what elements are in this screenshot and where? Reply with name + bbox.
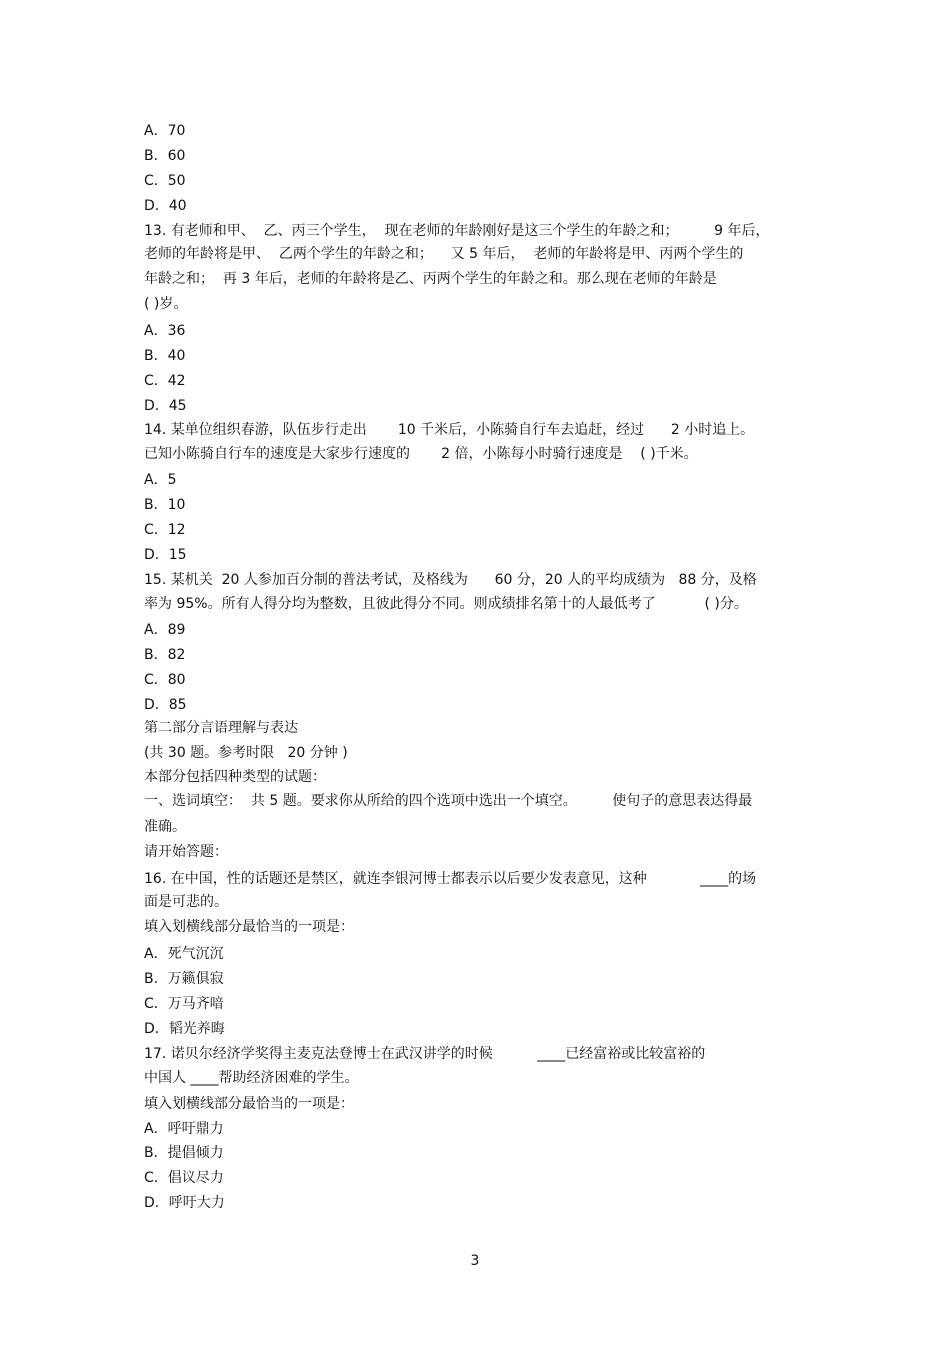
text-line: B．10 [144,497,186,513]
text-line: 14. 某单位组织春游，队伍步行走出 10 千米后，小陈骑自行车去追赶，经过 2 小时追上。 [144,422,755,438]
text-line: 准确。 [144,819,186,835]
text-line: C．倡议尽力 [144,1170,224,1186]
text-line: C．万马齐喑 [144,996,224,1012]
text-line: A．呼吁鼎力 [144,1121,224,1137]
text-line: D．呼吁大力 [144,1195,225,1211]
text-line: ( )岁。 [144,296,188,312]
text-line: 请开始答题： [144,844,228,860]
text-line: B．万籁俱寂 [144,971,224,987]
text-line: A．5 [144,472,177,488]
text-line: D．韬光养晦 [144,1021,225,1037]
text-line: C．80 [144,672,186,688]
text-line: A．89 [144,622,186,638]
text-line: 中国人 ____帮助经济困难的学生。 [144,1070,359,1086]
text-line: C．50 [144,173,186,189]
text-line: D．40 [144,198,187,214]
text-line: B．60 [144,148,186,164]
text-line: 率为 95%。所有人得分均为整数，且彼此得分不同。则成绩排名第十的人最低考了 ( )分。 [144,596,748,612]
text-line: A．36 [144,323,186,339]
text-line: 15. 某机关 20 人参加百分制的普法考试，及格线为 60 分，20 人的平均成绩为 88 分，及格 [144,572,757,588]
page-number: 3 [470,1253,480,1269]
text-line: D．45 [144,398,187,414]
text-line: B．提倡倾力 [144,1145,224,1161]
text-line: 年龄之和； 再 3 年后，老师的年龄将是乙、丙两个学生的年龄之和。那么现在老师的年龄是 [144,271,717,287]
text-line: 本部分包括四种类型的试题： [144,769,326,785]
text-line: 第二部分言语理解与表达 [144,720,298,736]
text-line: 17. 诺贝尔经济学奖得主麦克法登博士在武汉讲学的时候 ____已经富裕或比较富裕的 [144,1046,706,1062]
text-line: 16. 在中国，性的话题还是禁区，就连李银河博士都表示以后要少发表意见，这种 ____的场 [144,871,757,887]
text-line: A．死气沉沉 [144,946,224,962]
text-line: A．70 [144,123,186,139]
text-line: 一、选词填空： 共 5 题。要求你从所给的四个选项中选出一个填空。 使句子的意思表达得最 [144,793,753,809]
text-line: 已知小陈骑自行车的速度是大家步行速度的 2 倍，小陈每小时骑行速度是 ( )千米。 [144,446,698,462]
text-line: 填入划横线部分最恰当的一项是： [144,1096,354,1112]
text-line: 13. 有老师和甲、 乙、丙三个学生， 现在老师的年龄刚好是这三个学生的年龄之和； 9 年后， [144,223,770,239]
text-line: B．82 [144,647,186,663]
text-line: D．85 [144,697,187,713]
text-line: D．15 [144,547,187,563]
text-line: B．40 [144,348,186,364]
text-line: 老师的年龄将是甲、 乙两个学生的年龄之和； 又 5 年后， 老师的年龄将是甲、丙两个学生的 [144,246,744,262]
text-line: 填入划横线部分最恰当的一项是： [144,919,354,935]
text-line: C．12 [144,522,186,538]
text-line: 面是可悲的。 [144,894,228,910]
text-line: C．42 [144,373,186,389]
text-line: (共 30 题。参考时限 20 分钟 ) [144,745,348,761]
